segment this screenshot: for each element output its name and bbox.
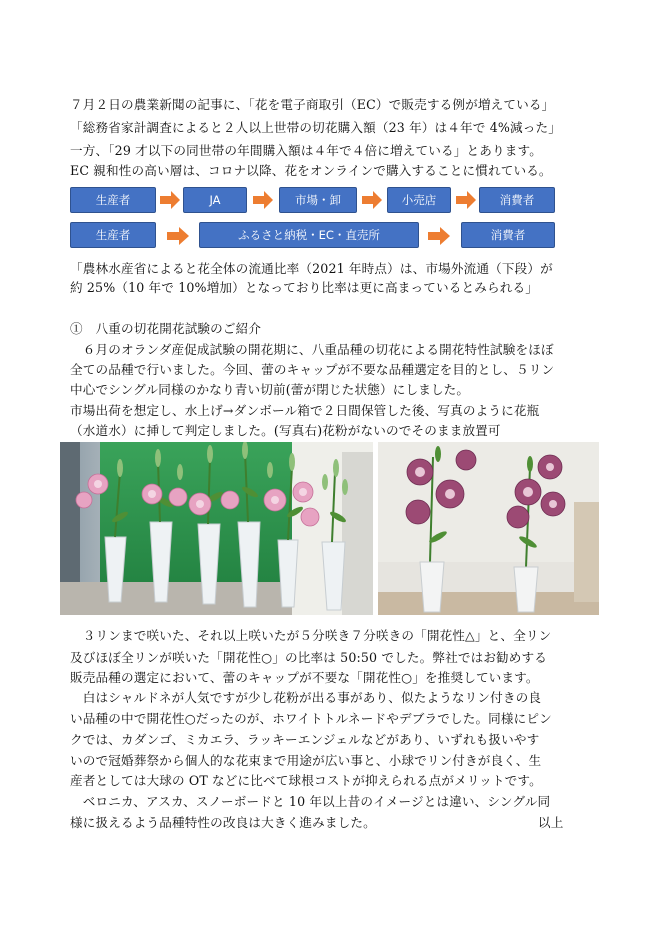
section-line-3: 中心でシングル同様のかなり青い切前(蕾が閉じた状態）にしました。 [70,382,470,397]
flow-consumer-box-2: 消費者 [461,222,555,248]
results-line-3: 販売品種の選定において、蕾のキャップが不要な「開花性○」を推奨しています。 [70,670,539,685]
results-line-8: 産者としては大球の OT などに比べて球根コストが抑えられる点がメリットです。 [70,773,542,788]
flow-producer-box: 生産者 [70,187,156,213]
lily-photo-right [378,442,599,615]
section-line-1: ６月のオランダ産促成試験の開花期に、八重品種の切花による開花特性試験をほぼ [70,342,554,357]
results-line-5: い品種の中で開花性○だったのが、ホワイトトルネードやデブラでした。同様にピン [70,711,552,726]
results-line-7: いので冠婚葬祭から個人的な花束まで用途が広い事と、小球でリン付きが良く、生 [70,753,542,768]
quote-line-2: 約 25%（10 年で 10%増加）となっており比率は更に高まっているとみられる」 [70,280,538,295]
intro-line-1: ７月２日の農業新聞の記事に、「花を電子商取引（EC）で販売する例が増えている」 [70,97,555,112]
intro-line-4: EC 親和性の高い層は、コロナ以降、花をオンラインで購入することに慣れている。 [70,163,552,178]
flow-market-box: 市場・卸 [279,187,357,213]
section-line-4: 市場出荷を想定し、水上げ→ダンボール箱で２日間保管した後、写真のように花瓶 [70,403,540,418]
flow-producer-box-2: 生産者 [70,222,156,248]
quote-line-1: 「農林水産省によると花全体の流通比率（2021 年時点）は、市場外流通（下段）が [70,261,553,276]
intro-line-2: 「総務省家計調査によると２人以上世帯の切花購入額（23 年）は４年で 4%減った」 [70,120,561,135]
results-line-9: ベロニカ、アスカ、スノーボードと 10 年以上昔のイメージとは違い、シングル同 [70,794,551,809]
results-line-1: ３リンまで咲いた、それ以上咲いたが５分咲き７分咲きの「開花性△」と、全リン [70,628,552,643]
section-line-2: 全ての品種で行いました。今回、蕾のキャップが不要な品種選定を目的とし、５リン [70,362,555,377]
flow-direct-channel-box: ふるさと納税・EC・直売所 [199,222,419,248]
results-line-6: クでは、カダンゴ、ミカエラ、ラッキーエンジェルなどがあり、いずれも扱いやす [70,732,540,747]
closing-text: 以上 [538,815,564,830]
results-line-10: 様に扱えるよう品種特性の改良は大きく進みました。 [70,815,376,830]
flow-retailer-box: 小売店 [387,187,451,213]
results-line-2: 及びほぼ全リンが咲いた「開花性○」の比率は 50:50 でした。弊社ではお勧めする [70,650,548,665]
intro-line-3: 一方、「29 才以下の同世帯の年間購入額は４年で４倍に増えている」とあります。 [70,143,542,158]
lily-photo-left [60,442,373,615]
section-line-5: （水道水）に挿して判定しました。(写真右)花粉がないのでそのまま放置可 [70,423,501,438]
flow-ja-box: JA [183,187,247,213]
results-line-4: 白はシャルドネが人気ですが少し花粉が出る事があり、似たようなリン付きの良 [70,690,542,705]
section-heading: ① 八重の切花開花試験のご紹介 [70,321,262,336]
flow-consumer-box: 消費者 [479,187,555,213]
